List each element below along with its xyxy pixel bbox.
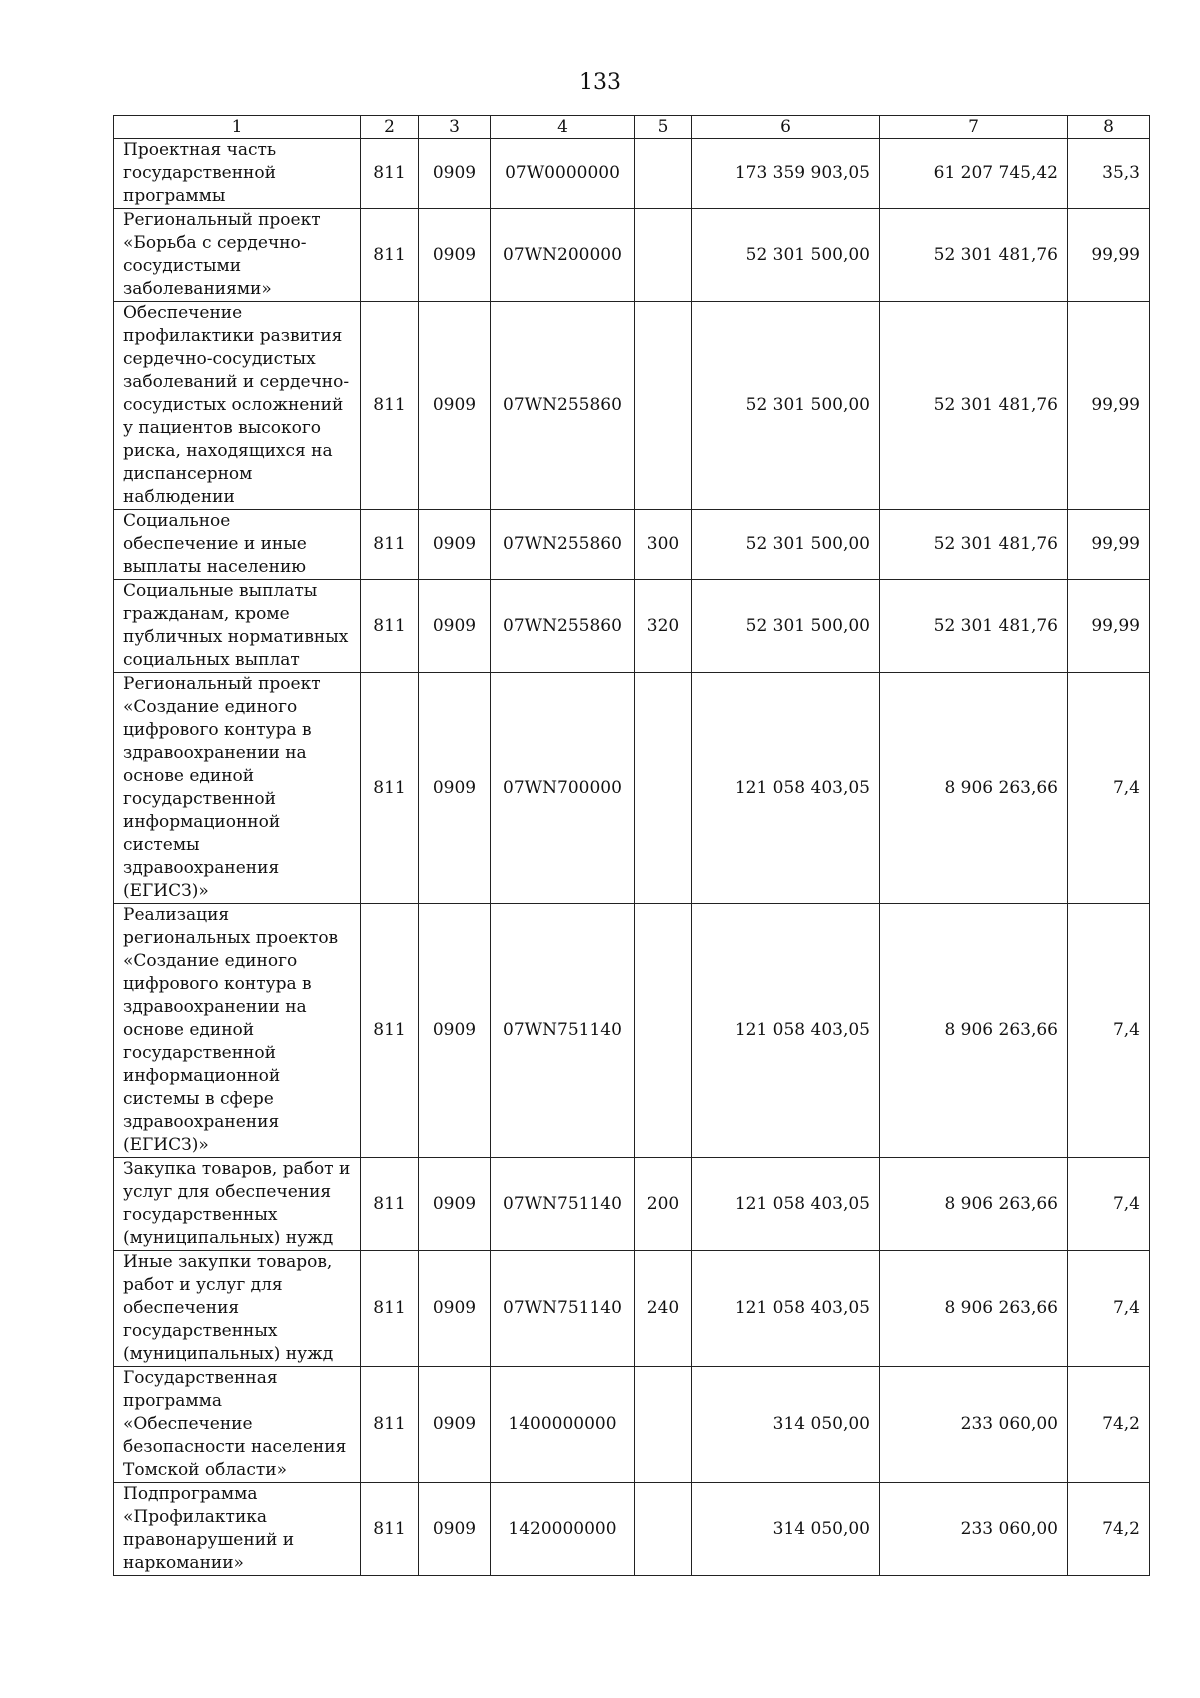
header-col-2: 2	[361, 116, 419, 139]
header-col-6: 6	[692, 116, 880, 139]
cell-col-4: 07W0000000	[491, 139, 635, 209]
cell-col-2: 811	[361, 580, 419, 673]
cell-col-5	[635, 209, 692, 302]
cell-col-6: 52 301 500,00	[692, 580, 880, 673]
cell-col-3: 0909	[419, 580, 491, 673]
header-col-8: 8	[1068, 116, 1150, 139]
table-row	[114, 1251, 1150, 1367]
cell-col-3: 0909	[419, 139, 491, 209]
cell-col-6: 52 301 500,00	[692, 510, 880, 580]
page-number: 133	[579, 70, 621, 95]
cell-col-4: 07WN751140	[491, 1251, 635, 1367]
cell-col-2: 811	[361, 139, 419, 209]
cell-col-4: 07WN751140	[491, 904, 635, 1158]
cell-col-4: 07WN700000	[491, 673, 635, 904]
cell-col-6: 52 301 500,00	[692, 302, 880, 510]
cell-col-7: 52 301 481,76	[880, 209, 1068, 302]
cell-name: Региональный проект «Борьба с сердечно-сосудистыми заболеваниями»	[114, 209, 361, 302]
cell-col-4: 07WN751140	[491, 1158, 635, 1251]
cell-col-5: 200	[635, 1158, 692, 1251]
table-row	[114, 302, 1150, 510]
cell-name: Закупка товаров, работ и услуг для обеспечения государственных (муниципальных) нужд	[114, 1158, 361, 1251]
cell-col-2: 811	[361, 209, 419, 302]
header-col-7: 7	[880, 116, 1068, 139]
cell-col-5	[635, 1367, 692, 1483]
table-row	[114, 904, 1150, 1158]
cell-name: Обеспечение профилактики развития сердечно-сосудистых заболеваний и сердечно-сосудистых осложнений у пациентов высокого риска, находящихся на диспансерном наблюдении	[114, 302, 361, 510]
header-row	[114, 116, 1150, 139]
cell-col-5	[635, 1483, 692, 1576]
cell-col-8: 7,4	[1068, 1251, 1150, 1367]
budget-table	[113, 115, 1150, 1576]
cell-col-5: 320	[635, 580, 692, 673]
cell-col-3: 0909	[419, 673, 491, 904]
table-row	[114, 1367, 1150, 1483]
header-col-3: 3	[419, 116, 491, 139]
cell-col-3: 0909	[419, 209, 491, 302]
cell-col-6: 52 301 500,00	[692, 209, 880, 302]
cell-name: Государственная программа «Обеспечение безопасности населения Томской области»	[114, 1367, 361, 1483]
cell-col-2: 811	[361, 673, 419, 904]
cell-name: Подпрограмма «Профилактика правонарушений и наркомании»	[114, 1483, 361, 1576]
cell-col-5: 300	[635, 510, 692, 580]
cell-col-4: 07WN255860	[491, 580, 635, 673]
cell-col-7: 8 906 263,66	[880, 1251, 1068, 1367]
cell-col-4: 07WN255860	[491, 302, 635, 510]
cell-col-8: 7,4	[1068, 904, 1150, 1158]
cell-col-2: 811	[361, 302, 419, 510]
cell-col-2: 811	[361, 1158, 419, 1251]
cell-name: Реализация региональных проектов «Создание единого цифрового контура в здравоохранении на основе единой государственной информационной системы в сфере здравоохранения (ЕГИСЗ)»	[114, 904, 361, 1158]
table-row	[114, 580, 1150, 673]
table-row	[114, 1158, 1150, 1251]
cell-col-3: 0909	[419, 510, 491, 580]
header-col-1: 1	[114, 116, 361, 139]
table-row	[114, 209, 1150, 302]
cell-col-6: 121 058 403,05	[692, 673, 880, 904]
cell-col-4: 1420000000	[491, 1483, 635, 1576]
cell-col-7: 61 207 745,42	[880, 139, 1068, 209]
cell-col-6: 121 058 403,05	[692, 1158, 880, 1251]
table-row	[114, 673, 1150, 904]
cell-col-5	[635, 673, 692, 904]
cell-col-3: 0909	[419, 904, 491, 1158]
header-col-5: 5	[635, 116, 692, 139]
cell-col-5	[635, 139, 692, 209]
table-row	[114, 1483, 1150, 1576]
cell-col-8: 99,99	[1068, 510, 1150, 580]
cell-name: Социальное обеспечение и иные выплаты населению	[114, 510, 361, 580]
cell-col-2: 811	[361, 1483, 419, 1576]
cell-col-4: 07WN200000	[491, 209, 635, 302]
cell-col-8: 35,3	[1068, 139, 1150, 209]
cell-col-8: 74,2	[1068, 1367, 1150, 1483]
table-row	[114, 510, 1150, 580]
cell-col-2: 811	[361, 904, 419, 1158]
cell-col-7: 233 060,00	[880, 1483, 1068, 1576]
cell-col-8: 99,99	[1068, 302, 1150, 510]
cell-col-8: 7,4	[1068, 1158, 1150, 1251]
cell-col-7: 52 301 481,76	[880, 302, 1068, 510]
cell-col-8: 99,99	[1068, 580, 1150, 673]
cell-col-2: 811	[361, 510, 419, 580]
cell-col-7: 8 906 263,66	[880, 904, 1068, 1158]
cell-col-7: 8 906 263,66	[880, 1158, 1068, 1251]
cell-col-3: 0909	[419, 1367, 491, 1483]
cell-col-3: 0909	[419, 302, 491, 510]
cell-col-8: 99,99	[1068, 209, 1150, 302]
cell-name: Социальные выплаты гражданам, кроме публичных нормативных социальных выплат	[114, 580, 361, 673]
cell-col-3: 0909	[419, 1251, 491, 1367]
cell-col-5	[635, 302, 692, 510]
cell-col-3: 0909	[419, 1483, 491, 1576]
cell-col-6: 314 050,00	[692, 1367, 880, 1483]
cell-col-5	[635, 904, 692, 1158]
cell-col-7: 8 906 263,66	[880, 673, 1068, 904]
cell-col-6: 121 058 403,05	[692, 1251, 880, 1367]
cell-col-7: 52 301 481,76	[880, 510, 1068, 580]
cell-col-7: 233 060,00	[880, 1367, 1068, 1483]
cell-name: Иные закупки товаров, работ и услуг для обеспечения государственных (муниципальных) нужд	[114, 1251, 361, 1367]
cell-col-4: 1400000000	[491, 1367, 635, 1483]
header-col-4: 4	[491, 116, 635, 139]
cell-name: Региональный проект «Создание единого цифрового контура в здравоохранении на основе единой государственной информационной системы здравоохранения (ЕГИСЗ)»	[114, 673, 361, 904]
cell-col-2: 811	[361, 1367, 419, 1483]
cell-col-4: 07WN255860	[491, 510, 635, 580]
cell-col-5: 240	[635, 1251, 692, 1367]
cell-col-6: 121 058 403,05	[692, 904, 880, 1158]
cell-col-6: 173 359 903,05	[692, 139, 880, 209]
cell-col-8: 74,2	[1068, 1483, 1150, 1576]
cell-col-3: 0909	[419, 1158, 491, 1251]
cell-name: Проектная часть государственной программы	[114, 139, 361, 209]
cell-col-7: 52 301 481,76	[880, 580, 1068, 673]
cell-col-8: 7,4	[1068, 673, 1150, 904]
cell-col-2: 811	[361, 1251, 419, 1367]
table-row	[114, 139, 1150, 209]
cell-col-6: 314 050,00	[692, 1483, 880, 1576]
